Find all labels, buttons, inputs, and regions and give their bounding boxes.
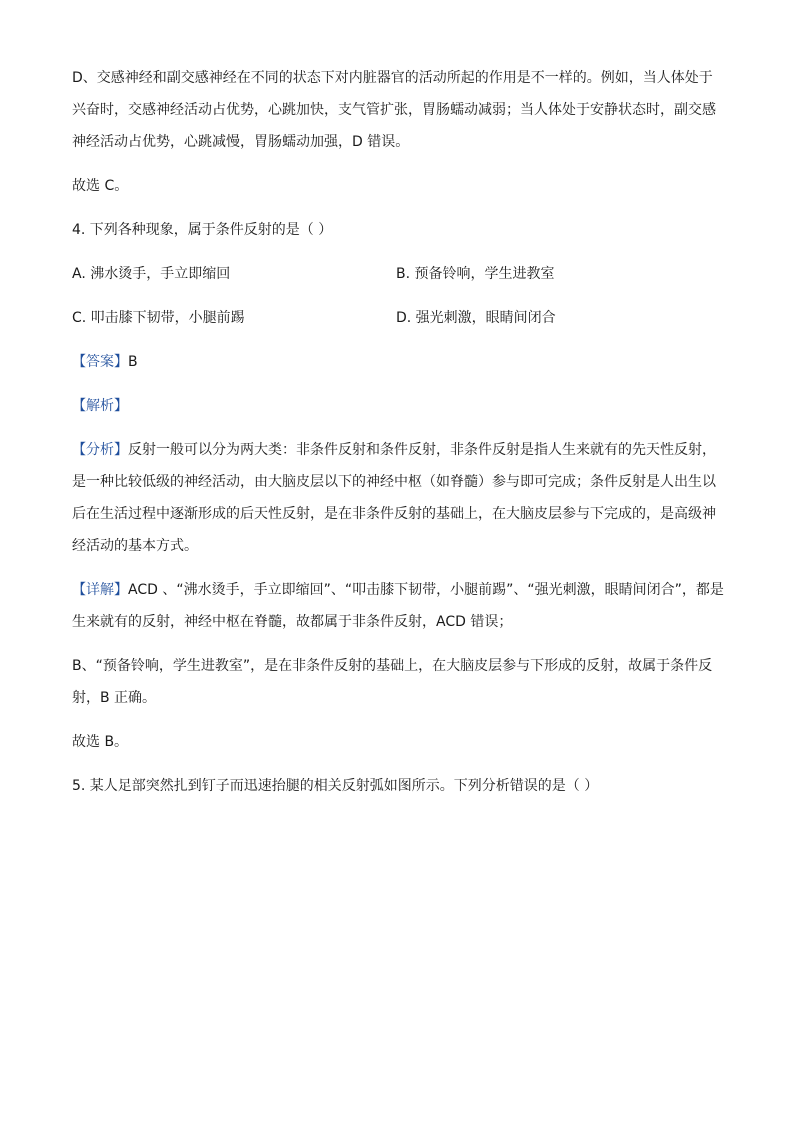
q4-xiangjie-line-2: 生来就有的反射，神经中枢在脊髓，故都属于非条件反射，ACD 错误； [72, 614, 513, 630]
fenxi-tag: 【分析】 [72, 442, 128, 458]
q3-option-d-line-3: 神经活动占优势，心跳减慢，胃肠蠕动加强，D 错误。 [72, 134, 410, 150]
q4-options-row-2 [72, 302, 724, 334]
analysis-tag: 【解析】 [72, 398, 128, 414]
xiangjie-tag: 【详解】 [72, 582, 128, 598]
q3-choose: 故选 C。 [72, 178, 129, 194]
q4-stem: 4. 下列各种现象，属于条件反射的是（ ） [72, 222, 333, 238]
q4-choose: 故选 B。 [72, 734, 129, 750]
q4-b-line-2: 射，B 正确。 [72, 690, 157, 706]
q3-option-d-line-1: D、交感神经和副交感神经在不同的状态下对内脏器官的活动所起的作用是不一样的。例如，当人体处于 [72, 70, 713, 86]
q4-xiangjie-line-1 [72, 574, 724, 606]
q4-options-row-1 [72, 258, 724, 290]
q4-option-c: C. 叩击膝下韧带，小腿前踢 [72, 310, 245, 326]
q5-stem: 5. 某人足部突然扎到钉子而迅速抬腿的相关反射弧如图所示。下列分析错误的是（ ） [72, 778, 599, 794]
fenxi-text-1: 反射一般可以分为两大类：非条件反射和条件反射，非条件反射是指人生来就有的先天性反射， [128, 442, 716, 458]
answer-value: B [128, 354, 138, 370]
xiangjie-text-1: ACD 、“沸水烫手，手立即缩回”、“叩击膝下韧带，小腿前踢”、“强光刺激，眼睛间闭合”，都是 [128, 582, 724, 598]
q4-option-d: D. 强光刺激，眼睛间闭合 [396, 310, 556, 326]
q4-answer [72, 346, 724, 378]
answer-tag: 【答案】 [72, 354, 128, 370]
q3-option-d-line-2: 兴奋时，交感神经活动占优势，心跳加快，支气管扩张，胃肠蠕动减弱；当人体处于安静状态时，副交感 [72, 102, 716, 118]
q4-fenxi-line-4: 经活动的基本方式。 [72, 538, 198, 554]
q4-b-line-1: B、“预备铃响，学生进教室”，是在非条件反射的基础上，在大脑皮层参与下形成的反射，故属于条件反 [72, 658, 713, 674]
q4-analysis-heading [72, 390, 724, 422]
q4-option-a: A. 沸水烫手，手立即缩回 [72, 266, 231, 282]
q4-option-b: B. 预备铃响，学生进教室 [396, 266, 555, 282]
q4-fenxi-line-2: 是一种比较低级的神经活动，由大脑皮层以下的神经中枢（如脊髓）参与即可完成；条件反射是人出生以 [72, 474, 716, 490]
document-page [72, 62, 724, 802]
q4-fenxi-line-1 [72, 434, 724, 466]
q4-fenxi-line-3: 后在生活过程中逐渐形成的后天性反射，是在非条件反射的基础上，在大脑皮层参与下完成的，是高级神 [72, 506, 716, 522]
